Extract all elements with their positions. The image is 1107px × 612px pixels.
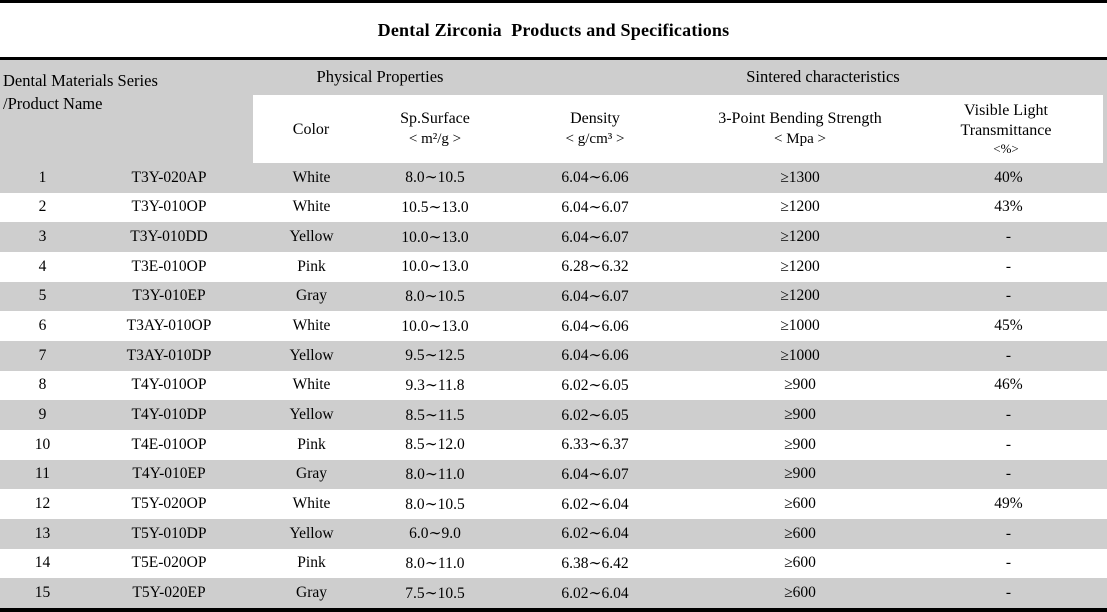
transmittance-unit: <%> <box>993 141 1019 156</box>
table-cell-number: 5 <box>38 287 47 305</box>
table-row <box>0 549 1107 579</box>
table-header <box>0 60 1107 163</box>
table-cell-density: 6.02∼6.05 <box>561 406 629 424</box>
table-cell-sp_surface: 7.5∼10.5 <box>405 584 465 602</box>
table-cell-sp_surface: 9.5∼12.5 <box>405 347 465 365</box>
table-cell-transmittance: 40% <box>994 168 1023 186</box>
table-cell-product_name: T3AY-010OP <box>126 317 212 335</box>
table-cell-sp_surface: 8.0∼11.0 <box>405 465 465 483</box>
table-cell-color: White <box>292 495 331 513</box>
table-cell-bending_strength: ≥1200 <box>780 228 820 246</box>
table-cell-transmittance: 46% <box>994 376 1023 394</box>
table-cell-color: White <box>292 168 331 186</box>
table-cell-sp_surface: 8.5∼12.0 <box>405 436 465 454</box>
table-cell-color: Yellow <box>289 524 334 542</box>
table-cell-product_name: T4E-010OP <box>131 435 207 453</box>
table-cell-number: 4 <box>38 257 47 275</box>
table-cell-number: 2 <box>38 198 47 216</box>
table-cell-bending_strength: ≥1200 <box>780 257 820 275</box>
column-header-density: Density < g/cm³ > <box>566 95 625 163</box>
table-cell-number: 3 <box>38 228 47 246</box>
table-cell-number: 15 <box>34 584 51 602</box>
table-cell-transmittance: - <box>1005 524 1012 542</box>
table-cell-number: 14 <box>34 554 51 572</box>
table-cell-sp_surface: 8.0∼10.5 <box>405 169 465 187</box>
bending-unit: < Mpa > <box>774 131 826 147</box>
table-cell-bending_strength: ≥600 <box>784 554 816 572</box>
table-cell-color: Gray <box>296 584 327 602</box>
table-cell-density: 6.28∼6.32 <box>561 258 629 276</box>
table-cell-bending_strength: ≥900 <box>784 435 816 453</box>
table-cell-density: 6.33∼6.37 <box>561 436 629 454</box>
table-rows <box>0 163 1107 608</box>
table-cell-transmittance: 45% <box>994 317 1023 335</box>
table-cell-transmittance: - <box>1005 346 1012 364</box>
column-header-color: Color <box>292 120 330 138</box>
table-cell-color: Pink <box>297 257 326 275</box>
table-cell-bending_strength: ≥900 <box>784 376 816 394</box>
table-cell-bending_strength: ≥1200 <box>780 287 820 305</box>
table-cell-number: 8 <box>38 376 47 394</box>
table-row <box>0 578 1107 608</box>
table-cell-product_name: T5Y-020OP <box>131 495 207 513</box>
table-cell-product_name: T5Y-010DP <box>131 524 207 542</box>
table-cell-transmittance: - <box>1005 287 1012 305</box>
table-cell-density: 6.02∼6.05 <box>561 376 629 394</box>
table-cell-sp_surface: 8.0∼10.5 <box>405 495 465 513</box>
table-cell-number: 1 <box>38 168 47 186</box>
table-cell-density: 6.04∼6.07 <box>561 198 629 216</box>
table-cell-density: 6.04∼6.06 <box>561 347 629 365</box>
table-cell-transmittance: - <box>1005 465 1012 483</box>
table-cell-product_name: T5E-020OP <box>131 554 207 572</box>
table-cell-color: Gray <box>296 287 327 305</box>
table-cell-transmittance: - <box>1005 554 1012 572</box>
table-cell-sp_surface: 8.0∼10.5 <box>405 287 465 305</box>
table-cell-color: Pink <box>297 435 326 453</box>
table-cell-color: Pink <box>297 554 326 572</box>
table-cell-sp_surface: 8.0∼11.0 <box>405 554 465 572</box>
table-cell-sp_surface: 9.3∼11.8 <box>405 376 465 394</box>
table-row <box>0 252 1107 282</box>
table-cell-bending_strength: ≥1000 <box>780 317 820 335</box>
table-cell-color: Gray <box>296 465 327 483</box>
table-cell-bending_strength: ≥600 <box>784 584 816 602</box>
table-row <box>0 222 1107 252</box>
table-cell-product_name: T3Y-020AP <box>131 168 207 186</box>
table-cell-transmittance: 49% <box>994 495 1023 513</box>
table-cell-number: 6 <box>38 317 47 335</box>
table-cell-transmittance: - <box>1005 228 1012 246</box>
table-cell-product_name: T5Y-020EP <box>132 584 206 602</box>
table-cell-number: 11 <box>35 465 50 483</box>
table-row <box>0 371 1107 401</box>
table-bottom-border <box>0 608 1107 612</box>
table-cell-transmittance: - <box>1005 584 1012 602</box>
table-cell-sp_surface: 10.0∼13.0 <box>401 228 469 246</box>
table-cell-color: Yellow <box>289 406 334 424</box>
table-cell-sp_surface: 6.0∼9.0 <box>409 525 461 543</box>
table-row <box>0 341 1107 371</box>
table-cell-density: 6.04∼6.06 <box>561 169 629 187</box>
table-cell-density: 6.38∼6.42 <box>561 554 629 572</box>
table-cell-density: 6.04∼6.06 <box>561 317 629 335</box>
table-cell-number: 12 <box>34 495 51 513</box>
table-cell-density: 6.02∼6.04 <box>561 495 629 513</box>
table-row <box>0 400 1107 430</box>
table-cell-number: 10 <box>34 435 51 453</box>
table-cell-number: 7 <box>38 346 47 364</box>
table-cell-color: White <box>292 376 331 394</box>
table-cell-density: 6.04∼6.07 <box>561 287 629 305</box>
table-cell-density: 6.04∼6.07 <box>561 228 629 246</box>
table-row <box>0 460 1107 490</box>
table-row <box>0 430 1107 460</box>
table-row <box>0 311 1107 341</box>
table-cell-bending_strength: ≥1300 <box>780 168 820 186</box>
table-cell-transmittance: - <box>1005 435 1012 453</box>
table-cell-density: 6.02∼6.04 <box>561 584 629 602</box>
table-cell-product_name: T3Y-010OP <box>131 198 207 216</box>
table-cell-bending_strength: ≥900 <box>784 406 816 424</box>
column-header-sp-surface: Sp.Surface < m²/g > <box>400 95 470 163</box>
table-cell-sp_surface: 10.5∼13.0 <box>401 198 469 216</box>
header-group-sintered-characteristics: Sintered characteristics <box>746 67 900 86</box>
table-cell-product_name: T4Y-010OP <box>131 376 207 394</box>
header-group-physical-properties: Physical Properties <box>316 67 444 86</box>
table-cell-product_name: T3AY-010DP <box>126 346 212 364</box>
table-cell-product_name: T4Y-010DP <box>131 406 207 424</box>
table-cell-bending_strength: ≥900 <box>784 465 816 483</box>
table-cell-transmittance: - <box>1005 257 1012 275</box>
table-cell-bending_strength: ≥1200 <box>780 198 820 216</box>
column-header-transmittance: Visible Light Transmittance <%> <box>960 102 1052 156</box>
title-band <box>0 3 1107 57</box>
density-unit: < g/cm³ > <box>565 131 625 147</box>
table-cell-product_name: T3E-010OP <box>131 257 207 275</box>
table-row <box>0 519 1107 549</box>
table-row <box>0 489 1107 519</box>
header-series-line2: /Product Name <box>3 94 103 113</box>
table-cell-sp_surface: 10.0∼13.0 <box>401 258 469 276</box>
table-cell-bending_strength: ≥600 <box>784 524 816 542</box>
table-cell-sp_surface: 10.0∼13.0 <box>401 317 469 335</box>
table-row <box>0 193 1107 223</box>
table-row <box>0 163 1107 193</box>
header-series-line1: Dental Materials Series <box>3 71 158 90</box>
table-cell-color: White <box>292 198 331 216</box>
table-cell-number: 9 <box>38 406 47 424</box>
table-cell-transmittance: - <box>1005 406 1012 424</box>
table-cell-transmittance: 43% <box>994 198 1023 216</box>
table-cell-bending_strength: ≥600 <box>784 495 816 513</box>
table-cell-bending_strength: ≥1000 <box>780 346 820 364</box>
table-cell-color: White <box>292 317 331 335</box>
table-cell-density: 6.02∼6.04 <box>561 525 629 543</box>
header-row-group-label <box>3 69 158 115</box>
table-cell-number: 13 <box>34 524 51 542</box>
table-cell-density: 6.04∼6.07 <box>561 465 629 483</box>
table-cell-color: Yellow <box>289 346 334 364</box>
table-row <box>0 282 1107 312</box>
table-cell-product_name: T3Y-010EP <box>132 287 206 305</box>
page-title: Dental Zirconia Products and Specifications <box>377 19 730 40</box>
table-cell-sp_surface: 8.5∼11.5 <box>405 406 465 424</box>
table-cell-product_name: T3Y-010DD <box>130 228 208 246</box>
sp-surface-unit: < m²/g > <box>408 131 462 147</box>
column-header-bending-strength: 3-Point Bending Strength < Mpa > <box>718 95 882 163</box>
table-cell-color: Yellow <box>289 228 334 246</box>
table-cell-product_name: T4Y-010EP <box>132 465 206 483</box>
